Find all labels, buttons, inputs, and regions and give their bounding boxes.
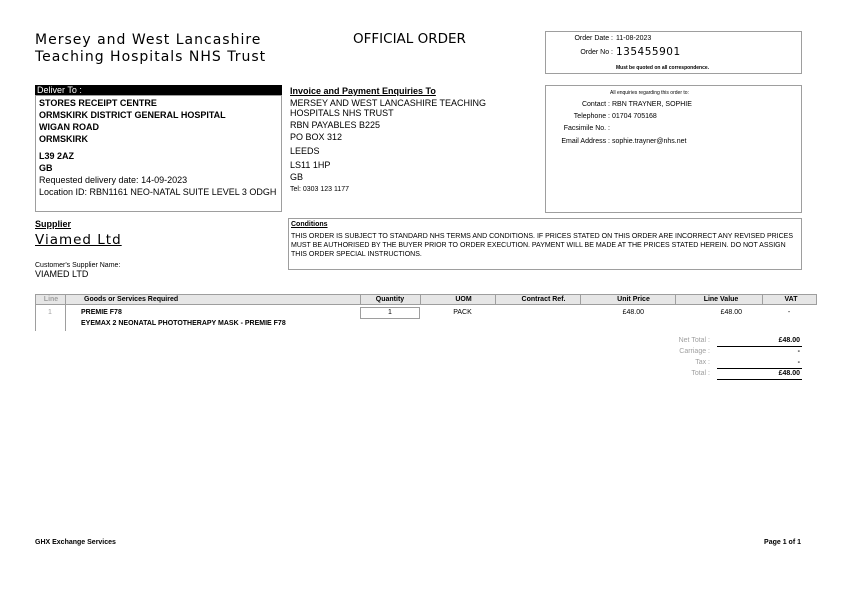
telephone-value: 01704 705168 — [612, 113, 657, 120]
row-uom: PACK — [453, 309, 472, 316]
customer-supplier-label: Customer's Supplier Name: — [35, 262, 121, 269]
contact-label: Contact : — [581, 101, 610, 108]
th-contract: Contract Ref. — [521, 296, 566, 303]
th-line: Line — [43, 296, 59, 303]
supplier-title: Supplier — [35, 219, 72, 229]
enquiries-box — [545, 85, 802, 213]
document-title: OFFICIAL ORDER — [353, 31, 466, 47]
deliver-to-box — [35, 95, 282, 212]
invoice-line: HOSPITALS NHS TRUST — [290, 108, 394, 118]
order-info-box — [545, 31, 802, 74]
row-vat: - — [787, 309, 791, 316]
invoice-line: GB — [290, 172, 304, 182]
row-quantity-box — [360, 307, 420, 319]
deliver-line: GB — [39, 163, 53, 173]
deliver-to-title: Deliver To : — [37, 85, 82, 95]
invoice-line: MERSEY AND WEST LANCASHIRE TEACHING — [290, 98, 487, 108]
invoice-title: Invoice and Payment Enquiries To — [290, 86, 436, 96]
th-line-value: Line Value — [703, 296, 739, 303]
tax-label: Tax : — [695, 359, 710, 366]
carriage-label: Carriage : — [679, 348, 710, 355]
th-uom: UOM — [455, 296, 472, 303]
customer-supplier-value: VIAMED LTD — [35, 269, 89, 279]
net-total-value: £48.00 — [778, 337, 800, 344]
order-quote-note: Must be quoted on all correspondence. — [616, 65, 710, 71]
email-label: Email Address : — [561, 138, 610, 145]
carriage-value: - — [797, 348, 800, 355]
invoice-line: LEEDS — [290, 146, 320, 156]
row-code: PREMIE F78 — [81, 309, 122, 316]
trust-name-line2: Teaching Hospitals NHS Trust — [35, 49, 267, 65]
invoice-tel: Tel: 0303 123 1177 — [290, 186, 350, 193]
row-line: 1 — [48, 309, 52, 316]
fax-label: Facsimile No. : — [563, 125, 610, 132]
requested-delivery-date: Requested delivery date: 14-09-2023 — [39, 175, 188, 185]
deliver-line: WIGAN ROAD — [39, 122, 99, 132]
row-description: EYEMAX 2 NEONATAL PHOTOTHERAPY MASK - PREMIE F78 — [81, 320, 286, 327]
enquiries-title: All enquiries regarding this order to: — [610, 90, 689, 96]
order-no-label: Order No : — [580, 49, 613, 56]
supplier-name: Viamed Ltd — [35, 232, 122, 248]
deliver-line: STORES RECEIPT CENTRE — [39, 98, 157, 108]
invoice-line: PO BOX 312 — [290, 132, 343, 142]
email-value: sophie.trayner@nhs.net — [612, 138, 687, 145]
conditions-text: THIS ORDER IS SUBJECT TO STANDARD NHS TERMS AND CONDITIONS. IF PRICES STATED ON THIS ORDER ARE INCORRECT ANY REVISED PRICES MUST BE AUTHORISED BY THE BUYER PRIOR TO ORDER EXECUTION. PAYMENT WILL BE MADE AT THE PRICES STATED HEREIN. DO NOT ASSIGN THIS ORDER SPECIAL INSTRUCTIONS. — [291, 233, 794, 258]
telephone-label: Telephone : — [573, 113, 610, 120]
footer-page-number: Page 1 of 1 — [764, 539, 801, 546]
location-id: Location ID: RBN1161 NEO-NATAL SUITE LEVEL 3 ODGH — [39, 187, 277, 197]
order-date-label: Order Date : — [574, 35, 613, 42]
deliver-line: L39 2AZ — [39, 151, 75, 161]
tax-value: - — [797, 359, 800, 366]
deliver-to-header — [35, 85, 282, 95]
row-unit-price: £48.00 — [622, 309, 644, 316]
order-date-value: 11-08-2023 — [616, 35, 652, 42]
footer-left: GHX Exchange Services — [35, 539, 116, 546]
total-label: Total : — [691, 370, 710, 377]
conditions-title: Conditions — [291, 221, 328, 228]
row-line-value: £48.00 — [720, 309, 742, 316]
order-no-value: 135455901 — [616, 46, 681, 58]
items-table-header — [35, 294, 817, 305]
th-goods: Goods or Services Required — [84, 296, 179, 303]
trust-name-line1: Mersey and West Lancashire — [35, 32, 262, 48]
deliver-line: ORMSKIRK — [39, 134, 88, 144]
row-quantity: 1 — [388, 309, 392, 316]
th-quantity: Quantity — [375, 296, 405, 303]
invoice-line: RBN PAYABLES B225 — [290, 120, 381, 130]
deliver-line: ORMSKIRK DISTRICT GENERAL HOSPITAL — [39, 110, 226, 120]
conditions-box — [288, 218, 802, 270]
contact-value: RBN TRAYNER, SOPHIE — [612, 101, 692, 108]
th-vat: VAT — [784, 296, 798, 303]
invoice-line: LS11 1HP — [290, 160, 331, 170]
net-total-label: Net Total : — [678, 337, 710, 344]
total-value: £48.00 — [778, 370, 800, 377]
th-unit-price: Unit Price — [617, 296, 650, 303]
